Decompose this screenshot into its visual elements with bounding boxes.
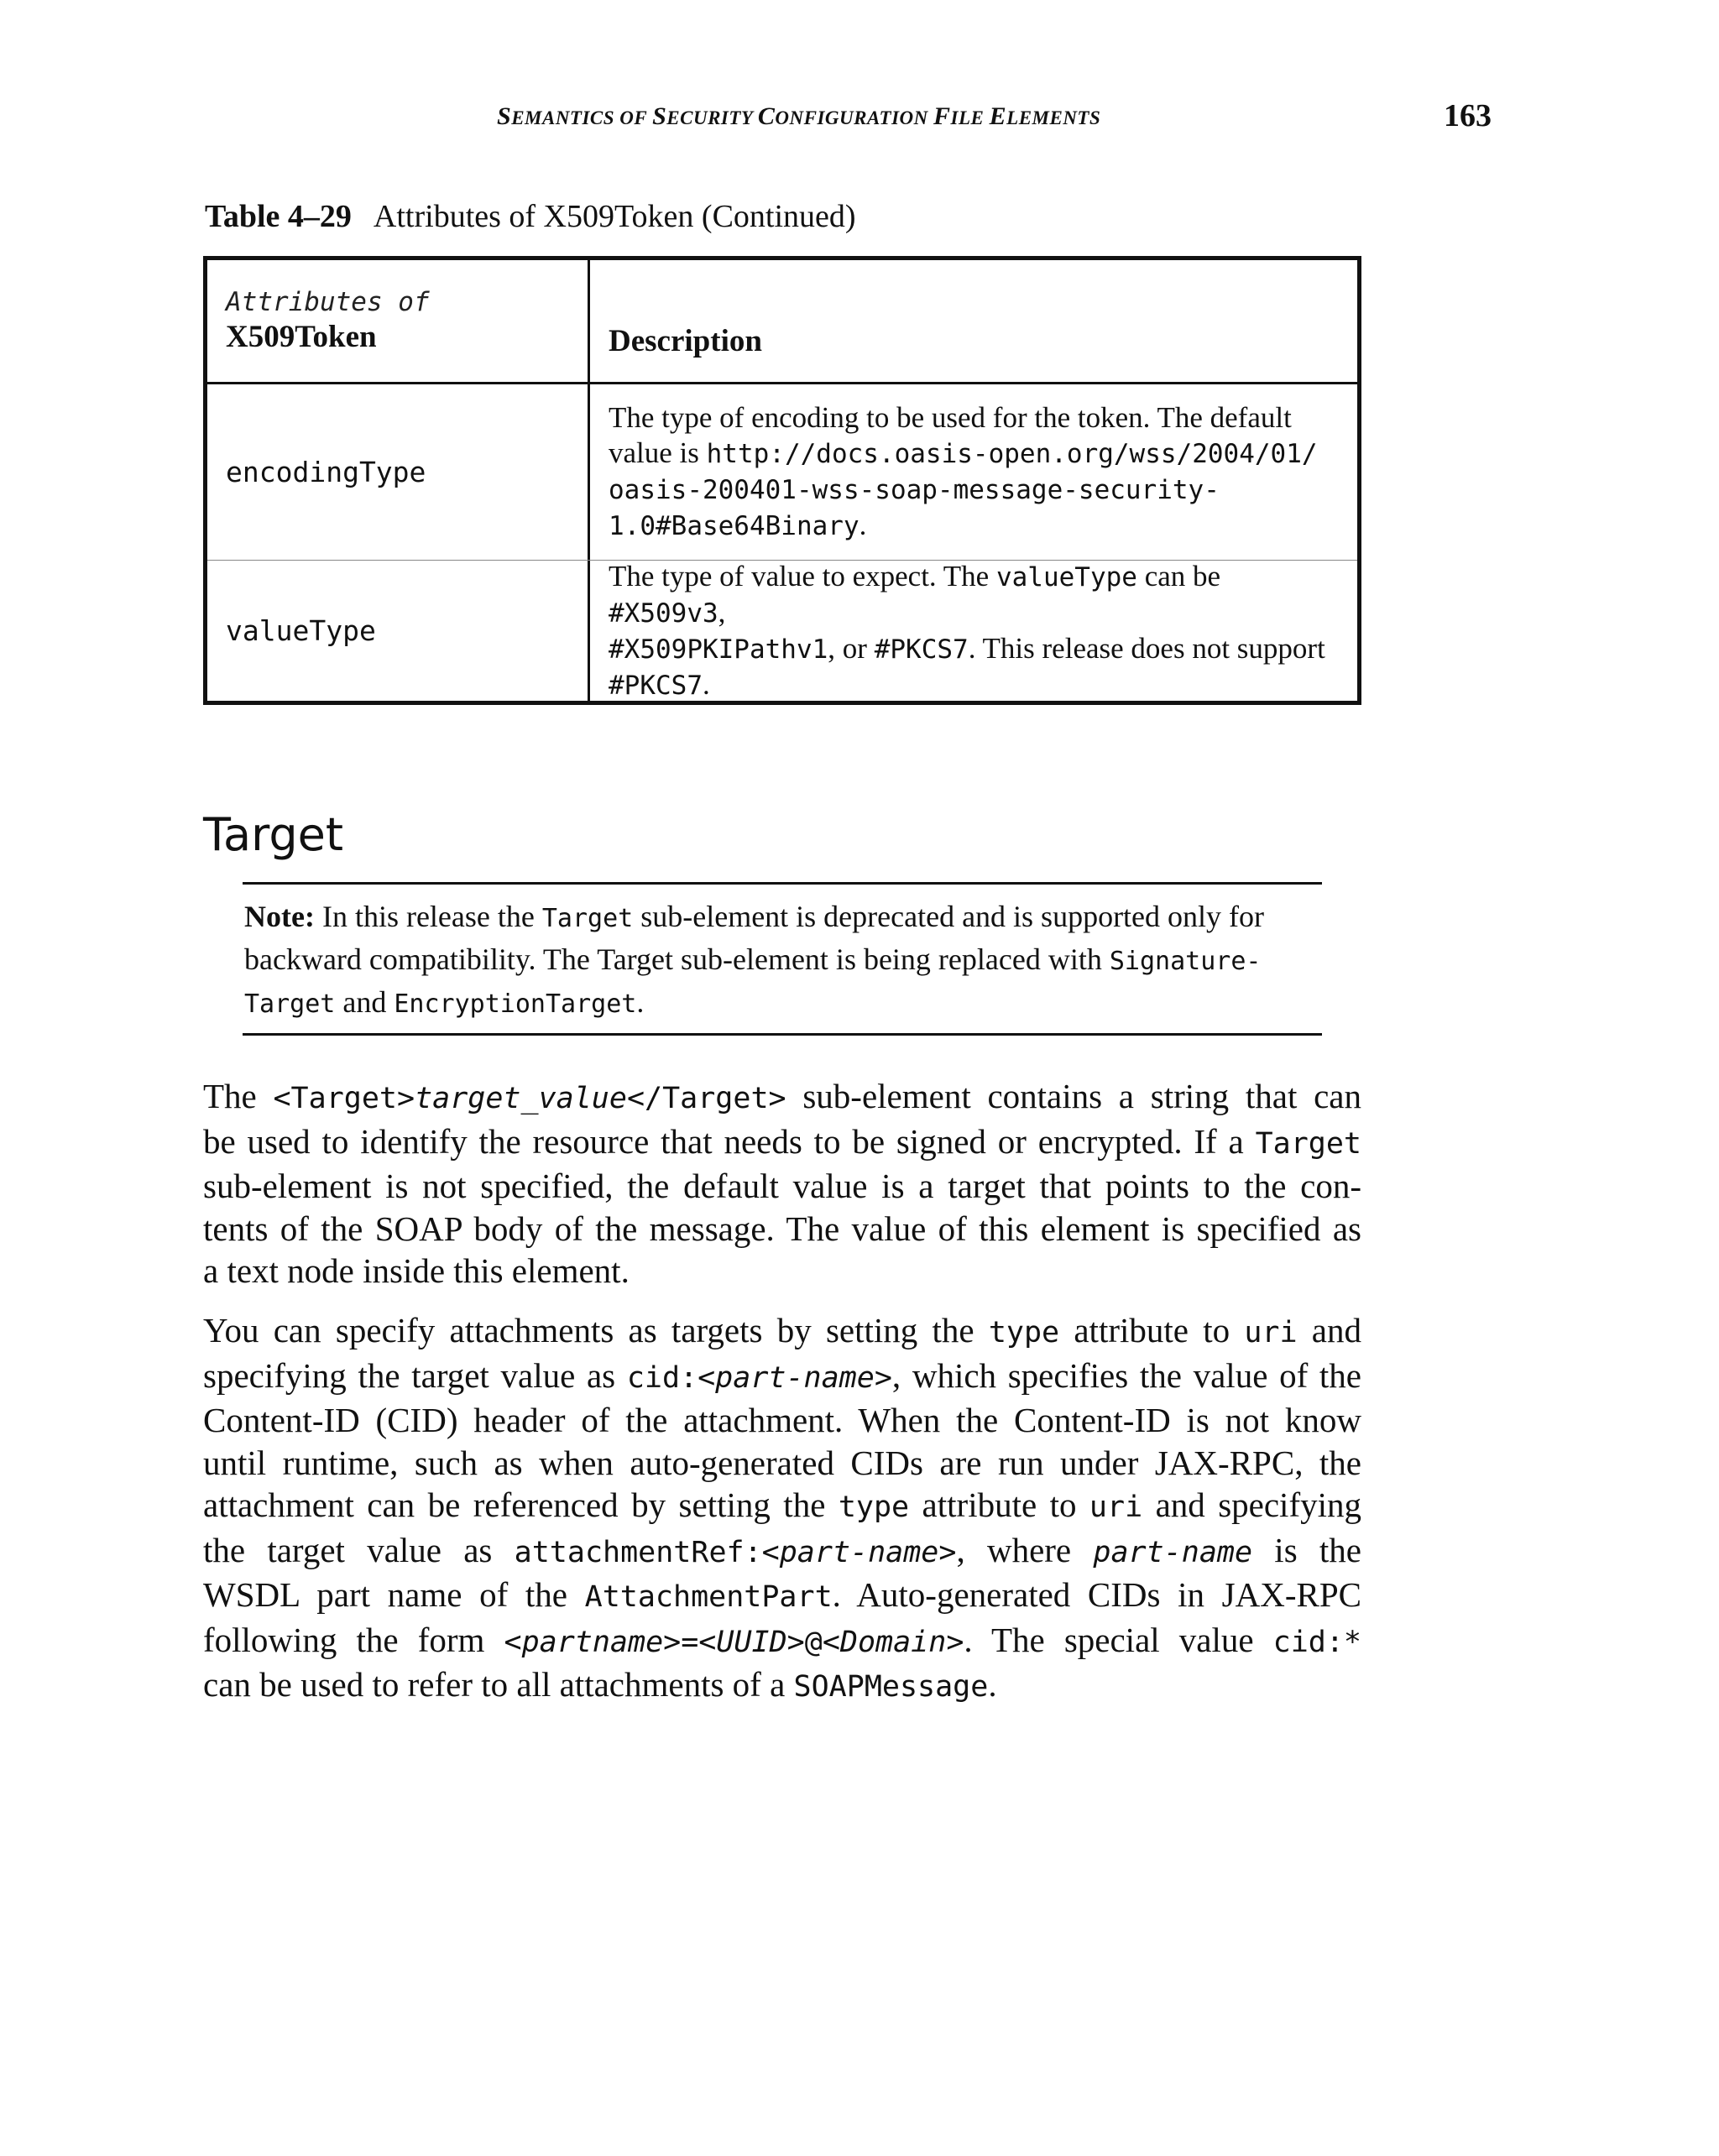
attribute-name: encodingType [226,456,426,488]
text-line [203,1208,1361,1250]
code-text: EncryptionTarget [394,989,637,1019]
running-header-text: LEMENTS [1006,107,1101,128]
code-placeholder: Domain [839,1625,947,1659]
code-placeholder: target_value [415,1082,627,1115]
code-text: type [988,1316,1060,1349]
code-text: Target [1255,1126,1361,1161]
text-run: In this release the [314,900,542,933]
header-cell-attributes [207,260,590,382]
code-text: </Target> [626,1082,786,1115]
code-text: Signature- [1109,947,1262,976]
text-run: The [203,1077,274,1115]
text-run: be used to identify the resource that needs to be signed or encrypted. If a [203,1121,1256,1161]
text-line [203,1574,1361,1619]
text-run: , which specifies the value of the [891,1355,1361,1395]
code-text: < [504,1625,522,1659]
code-text: > [938,1535,957,1569]
running-header-cap: C [757,102,776,130]
text-run: value is [609,436,707,469]
code-text: SOAPMessage [793,1670,989,1704]
text-run: The type of value to expect. The [609,559,996,593]
text-run: . [859,509,867,541]
text-line [609,436,1318,469]
header-cell-description [590,260,1357,382]
code-placeholder: part-name [779,1535,939,1569]
text-run: backward compatibility. The Target sub-element is being replaced with [244,942,1110,976]
running-header-text: ECURITY [666,107,758,128]
text-run: You can specify attachments as targets by setting the [203,1311,989,1349]
table-caption-label: Table 4–29 [205,199,352,234]
text-run: sub-element contains a string that can [786,1077,1361,1115]
table-header-row [207,260,1357,384]
code-text: AttachmentPart [584,1580,833,1614]
code-text: #PKCS7 [874,634,969,665]
code-text: cid:< [626,1360,716,1395]
text-run: attachment can be referenced by setting the [203,1485,839,1524]
code-text: type [838,1490,910,1524]
running-header-cap: S [497,102,512,130]
text-run: the target value as [203,1530,515,1569]
header-x509token: X509Token [226,320,377,354]
text-run: WSDL part name of the [203,1575,585,1614]
code-text: 1.0#Base64Binary [609,511,860,541]
section-heading: Target [203,807,344,861]
text-line [203,1075,1361,1120]
text-run: a text node inside this element. [203,1251,630,1290]
text-line [203,1484,1361,1529]
code-text: uri [1244,1316,1298,1349]
text-line [609,560,1220,629]
code-placeholder: part-name [715,1360,875,1395]
text-line [244,985,644,1019]
text-run: can be [1136,559,1221,593]
attribute-description [609,559,1340,703]
text-run: sub-element is not specified, the default value is a target that points to the con- [203,1167,1361,1205]
note-box [243,882,1322,1036]
text-line [203,1165,1361,1208]
text-line [609,632,1325,665]
text-run: following the form [203,1620,504,1659]
code-text: oasis-200401-wss-soap-message-security- [609,475,1220,505]
attribute-description [609,400,1340,544]
body-paragraph [203,1309,1361,1709]
code-text: #X509v3 [609,598,718,629]
text-line [203,1399,1361,1442]
text-run: specifying the target value as [203,1355,627,1395]
text-line [203,1120,1361,1166]
text-run: attribute to [1059,1311,1245,1349]
code-placeholder: UUID [716,1625,787,1659]
running-header [497,102,1100,131]
code-text: #X509PKIPathv1 [609,634,828,665]
code-text: http://docs.oasis-open.org/wss/2004/01/ [706,439,1318,469]
text-run: . Auto-generated CIDs in JAX-RPC [832,1575,1361,1614]
code-text: Target [244,989,336,1019]
note-label: Note: [244,900,315,933]
text-line [203,1250,1361,1292]
text-run: can be used to refer to all attachments of a [203,1665,794,1704]
running-header-text: EMANTICS OF [511,107,653,128]
text-run: . [702,667,710,701]
text-run: sub-element is deprecated and is supported only for [633,900,1265,933]
text-run: and [335,985,394,1019]
note-text [244,900,1264,1019]
table-row [207,384,1357,561]
text-line [203,1529,1361,1574]
code-text: valueType [995,561,1137,593]
text-run: is the [1252,1530,1361,1569]
code-text: > [874,1360,892,1395]
header-attributes-of: Attributes of [226,287,430,317]
running-header-cap: S [652,102,667,130]
text-run: . The special value [964,1620,1273,1659]
body-paragraph [203,1075,1361,1292]
code-text: <Target> [273,1082,415,1115]
code-text: >@< [786,1625,840,1659]
text-line [609,509,866,541]
code-text: > [946,1625,964,1659]
text-line [203,1619,1361,1664]
text-run: and specifying [1142,1485,1361,1524]
text-run: and [1297,1311,1361,1349]
text-run: . This release does not support [968,631,1325,665]
page-number: 163 [1444,98,1492,133]
attribute-name: valueType [226,614,376,647]
code-placeholder: partname [521,1625,664,1659]
text-run: Content-ID (CID) header of the attachment. When the Content-ID is not know [203,1401,1361,1439]
text-line [609,401,1292,434]
header-description: Description [609,324,762,358]
table-caption [205,198,856,235]
text-run: . [988,1665,997,1704]
table-row [207,561,1357,701]
text-line [609,472,1220,505]
text-run: tents of the SOAP body of the message. The value of this element is specified as [203,1209,1361,1248]
code-text: attachmentRef:< [514,1535,780,1569]
code-text: #PKCS7 [609,670,703,701]
text-line [244,942,1261,976]
text-run: , or [828,631,875,665]
text-line [203,1309,1361,1355]
text-run: The type of encoding to be used for the token. The default [609,401,1292,434]
text-line [203,1442,1361,1485]
text-run: , [718,595,726,629]
text-run: attribute to [909,1485,1089,1524]
running-header-cap: F [933,102,951,130]
code-text: >=< [663,1625,717,1659]
text-line [203,1663,1361,1709]
code-text: uri [1089,1490,1143,1524]
text-line [609,668,710,701]
attributes-table [203,256,1361,705]
text-run: . [636,985,645,1019]
text-line [203,1355,1361,1400]
code-placeholder: part-name [1093,1535,1253,1569]
running-header-text: ONFIGURATION [775,107,934,128]
code-text: cid:* [1272,1625,1361,1659]
running-header-text: ILE [950,107,990,128]
running-header-cap: E [989,102,1007,130]
table-caption-text: Attributes of X509Token (Continued) [373,199,856,234]
text-line [315,900,1264,933]
code-text: Target [541,904,634,933]
text-run: until runtime, such as when auto-generated CIDs are run under JAX-RPC, the [203,1443,1361,1482]
text-run: , where [956,1530,1094,1569]
